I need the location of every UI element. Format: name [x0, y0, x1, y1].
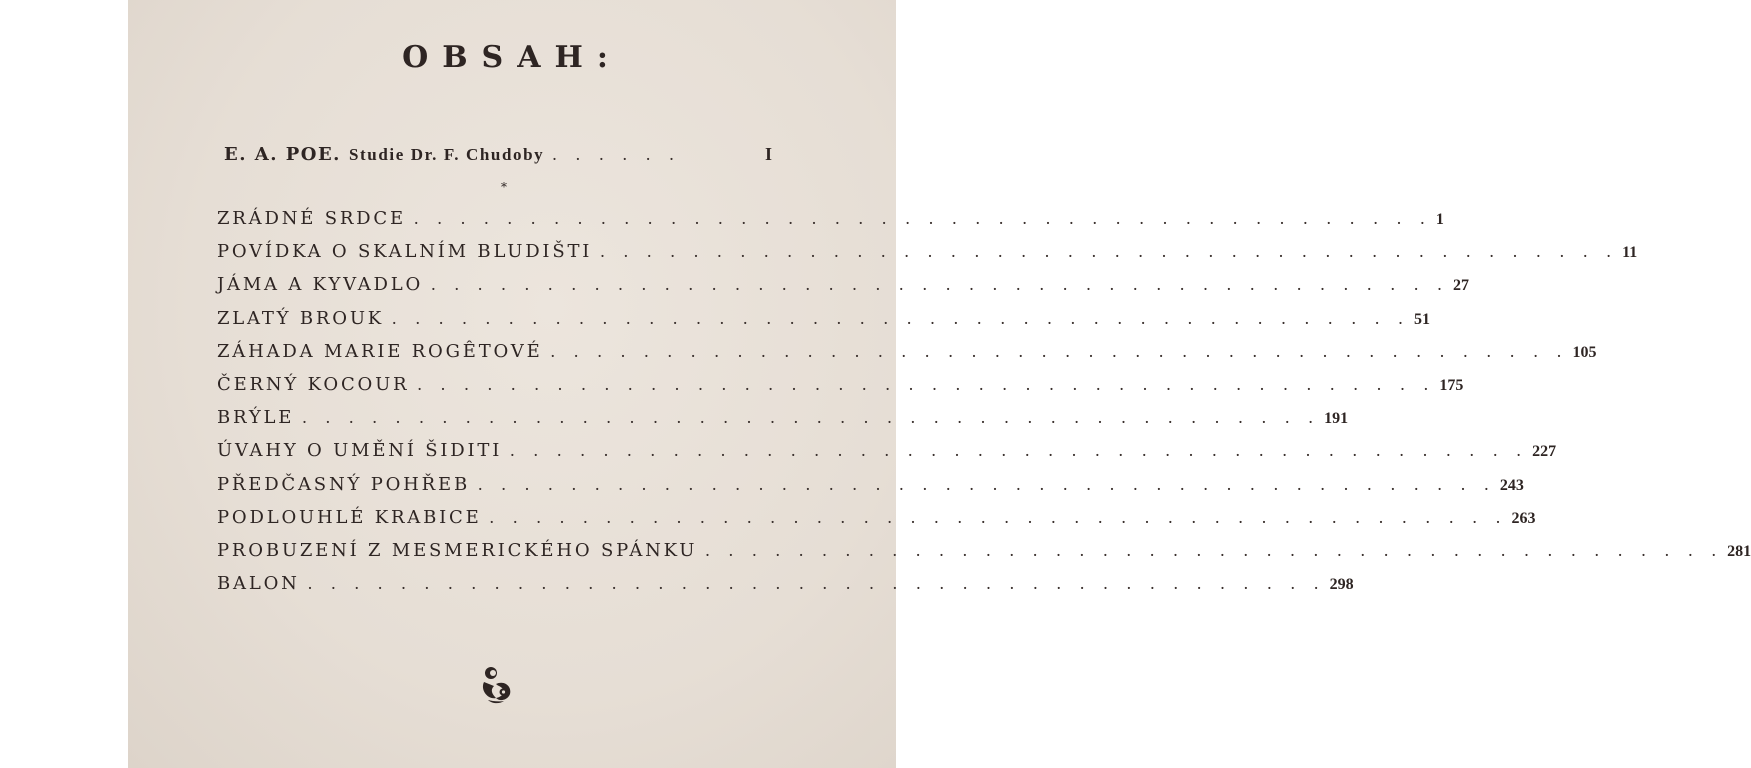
- toc-entry-title: BALON: [217, 573, 300, 594]
- intro-page-number: I: [764, 144, 772, 164]
- toc-entry: [217, 274, 1469, 295]
- toc-entry: [217, 308, 1430, 329]
- toc-leader-dots: . . . . . . . . . . . . . . . . . . . . . . . . . . . . . . . . . . . . . . . . . . . .: [550, 341, 1569, 361]
- page-title: OBSAH:: [402, 40, 622, 75]
- toc-entry-page-number: 227: [1532, 443, 1557, 460]
- toc-leader-dots: . . . . . . . . . . . . . . . . . . . . . . . . . . . . . . . . . . . . . . . . . . . .: [392, 308, 1410, 328]
- toc-entry-page-number: 27: [1452, 277, 1469, 294]
- toc-entry-page-number: 243: [1499, 477, 1524, 494]
- toc-entry-page-number: 191: [1324, 410, 1349, 427]
- toc-entry-page-number: 1: [1435, 211, 1444, 228]
- toc-leader-dots: . . . . . . . . . . . . . . . . . . . . . . . . . . . . . . . . . . . . . . . . . . . .: [417, 374, 1436, 394]
- toc-intro-row: [224, 144, 772, 165]
- toc-entry-page-number: 298: [1329, 576, 1354, 593]
- toc-leader-dots: . . . . . . . . . . . . . . . . . . . . . . . . . . . . . . . . . . . . . . . . . . . .: [705, 540, 1724, 560]
- toc-entry-title: JÁMA A KYVADLO: [217, 274, 424, 295]
- toc-entry: [217, 341, 1597, 362]
- toc-leader-dots: . . . . . . . . . . . . . . . . . . . . . . . . . . . . . . . . . . . . . . . . . . . .: [600, 241, 1619, 261]
- toc-entry-title: ZLATÝ BROUK: [217, 308, 385, 329]
- book-page: [128, 0, 1751, 768]
- intro-leader-dots: . . . . . .: [552, 144, 681, 164]
- toc-entry-title: POVÍDKA O SKALNÍM BLUDIŠTI: [217, 241, 593, 262]
- toc-leader-dots: . . . . . . . . . . . . . . . . . . . . . . . . . . . . . . . . . . . . . . . . . . . .: [431, 274, 1449, 294]
- toc-entry-title: PROBUZENÍ Z MESMERICKÉHO SPÁNKU: [217, 540, 698, 561]
- toc-entry: [217, 208, 1444, 229]
- toc-leader-dots: . . . . . . . . . . . . . . . . . . . . . . . . . . . . . . . . . . . . . . . . . . . .: [489, 507, 1508, 527]
- toc-entry: [217, 440, 1557, 461]
- toc-entry: [217, 573, 1354, 594]
- toc-entry-page-number: 175: [1439, 377, 1464, 394]
- toc-entry: [217, 374, 1464, 395]
- toc-entry-title: PODLOUHLÉ KRABICE: [217, 507, 482, 528]
- toc-leader-dots: . . . . . . . . . . . . . . . . . . . . . . . . . . . . . . . . . . . . . . . . . . . .: [302, 407, 1321, 427]
- toc-leader-dots: . . . . . . . . . . . . . . . . . . . . . . . . . . . . . . . . . . . . . . . . . . . .: [477, 474, 1496, 494]
- toc-entry: [217, 474, 1524, 495]
- toc-entry-page-number: 281: [1727, 543, 1751, 560]
- toc-entry-title: BRÝLE: [217, 407, 295, 428]
- section-separator: *: [501, 180, 507, 194]
- intro-subtitle: Studie Dr. F. Chudoby: [348, 145, 545, 164]
- toc-entry: [217, 540, 1751, 561]
- toc-entry-title: PŘEDČASNÝ POHŘEB: [217, 474, 470, 495]
- toc-entry-page-number: 263: [1511, 510, 1536, 527]
- toc-leader-dots: . . . . . . . . . . . . . . . . . . . . . . . . . . . . . . . . . . . . . . . . . . . .: [510, 440, 1529, 460]
- toc-entry-title: ČERNÝ KOCOUR: [217, 374, 410, 395]
- toc-entry-title: ZRÁDNÉ SRDCE: [217, 208, 406, 229]
- toc-leader-dots: . . . . . . . . . . . . . . . . . . . . . . . . . . . . . . . . . . . . . . . . . . . .: [413, 208, 1432, 228]
- toc-leader-dots: . . . . . . . . . . . . . . . . . . . . . . . . . . . . . . . . . . . . . . . . . . . .: [307, 573, 1326, 593]
- toc-entry-page-number: 105: [1572, 344, 1597, 361]
- toc-entry-title: ZÁHADA MARIE ROGÊTOVÉ: [217, 341, 543, 362]
- toc-entry: [217, 507, 1536, 528]
- toc-entry-page-number: 11: [1622, 244, 1638, 261]
- toc-entry-title: ÚVAHY O UMĚNÍ ŠIDITI: [217, 440, 503, 461]
- toc-entry: [217, 241, 1638, 262]
- intro-author: E. A. POE.: [224, 144, 341, 165]
- toc-entry: [217, 407, 1349, 428]
- fleuron-icon: [478, 664, 514, 704]
- toc-entry-page-number: 51: [1413, 311, 1430, 328]
